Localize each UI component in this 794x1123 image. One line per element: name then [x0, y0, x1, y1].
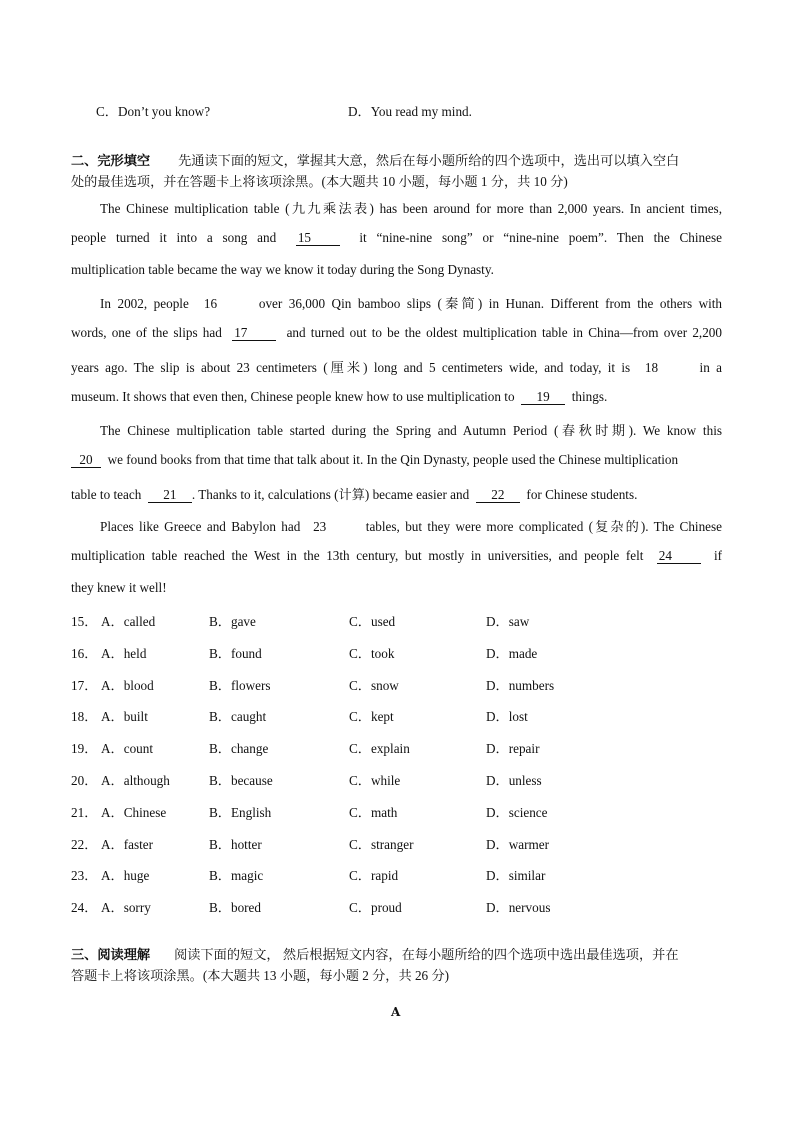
passage-p1-line2: people turned it into a song and 15 it “nine-nine song” or “nine-nine poem”. Then the Chinese [71, 230, 722, 245]
section3-title: 三、阅读理解 [71, 947, 151, 962]
answer-option-b: B．gave [209, 614, 256, 629]
answer-option-d: D．unless [486, 773, 542, 788]
answer-option-c: C．stranger [349, 836, 414, 852]
passage-p4-line2: multiplication table reached the West in the 13th century, but mostly in universities, and people felt 24 if [71, 548, 722, 563]
answer-option-b: B．English [209, 804, 272, 820]
section2-instructions-2: 处的最佳选项，并在答题卡上将该项涂黑。(本大题共 10 小题，每小题 1 分，共 10 分) [71, 174, 568, 189]
answer-option-a: A．faster [101, 836, 153, 852]
section2-instructions-1: 先通读下面的短文，掌握其大意，然后在每小题所给的四个选项中，选出可以填入空白 [178, 153, 680, 168]
question-number: 16． [71, 645, 98, 661]
question-number: 24． [71, 900, 98, 916]
answer-option-b: B．because [209, 773, 273, 788]
answer-option-d: D．saw [486, 614, 530, 629]
blank-20: 20 [71, 453, 101, 468]
answer-option-d: D．nervous [486, 900, 551, 916]
answer-option-c: C．math [349, 804, 398, 820]
passage-p3-line1: The Chinese multiplication table started during the Spring and Autumn Period (春秋时期). We know this [100, 423, 722, 438]
answer-option-b: B．hotter [209, 836, 262, 852]
question-number: 19． [71, 741, 98, 757]
answer-option-c: C．kept [349, 709, 394, 725]
answer-option-a: A．huge [101, 868, 150, 884]
section2-title: 二、完形填空 [71, 153, 151, 168]
answer-option-a: A．sorry [101, 900, 151, 916]
answer-option-d: D．science [486, 804, 548, 820]
blank-17: 17 [232, 326, 276, 341]
section3-instructions-2: 答题卡上将该项涂黑。(本大题共 13 小题，每小题 2 分，共 26 分) [71, 968, 450, 983]
section2-heading [71, 150, 722, 169]
answer-option-d: D．repair [486, 741, 540, 757]
blank-15: 15 [296, 231, 340, 246]
answer-option-a: A．although [101, 773, 170, 788]
answer-option-a: A．blood [101, 677, 154, 693]
passage-p3-line2: 20 we found books from that time that talk about it. In the Qin Dynasty, people used the Chinese multiplication [71, 452, 722, 468]
answer-option-d: D．lost [486, 709, 528, 725]
answer-option-d: D．numbers [486, 677, 555, 693]
answer-option-d: D．similar [486, 868, 546, 884]
option-d: D．You read my mind. [348, 104, 472, 119]
answer-option-a: A．built [101, 709, 148, 725]
answer-option-a: A．called [101, 614, 156, 629]
option-c: C．Don’t you know? [96, 104, 211, 119]
question-number: 21． [71, 804, 98, 820]
passage-p2-line1: In 2002, people 16 over 36,000 Qin bamboo slips (秦简) in Hunan. Different from the others with [100, 296, 722, 311]
question-number: 15． [71, 614, 98, 629]
answer-option-d: D．warmer [486, 836, 549, 852]
answer-option-b: B．flowers [209, 677, 271, 693]
blank-21: 21 [148, 488, 192, 503]
blank-22: 22 [476, 488, 520, 503]
answer-option-b: B．found [209, 645, 262, 661]
passage-p2-line3: years ago. The slip is about 23 centimeters (厘米) long and 5 centimeters wide, and today, it is 18 in a [71, 360, 722, 375]
answer-option-c: C．snow [349, 677, 399, 693]
answer-option-c: C．while [349, 773, 401, 788]
blank-24: 24 [657, 549, 701, 564]
answer-option-c: C．explain [349, 741, 410, 757]
question-number: 18． [71, 709, 98, 725]
answer-option-a: A．count [101, 741, 154, 757]
passage-p2-line2: words, one of the slips had 17 and turned out to be the oldest multiplication table in China—from over 2,200 [71, 325, 722, 340]
answer-option-b: B．caught [209, 709, 267, 725]
passage-p4-line3: they knew it well! [71, 580, 167, 595]
answer-option-b: B．bored [209, 900, 262, 916]
question-number: 17． [71, 677, 98, 693]
passage-p4-line1: Places like Greece and Babylon had 23 tables, but they were more complicated (复杂的). The Chinese [100, 519, 722, 534]
question-number: 22． [71, 836, 98, 852]
blank-19: 19 [521, 390, 565, 405]
passage-label: A [391, 1005, 401, 1019]
section3-heading [71, 944, 722, 963]
passage-p3-line3: table to teach 21 . Thanks to it, calculations (计算) became easier and 22 for Chinese students. [71, 487, 638, 502]
passage-p2-line4: museum. It shows that even then, Chinese people knew how to use multiplication to 19 things. [71, 389, 608, 404]
question-number: 23． [71, 868, 98, 884]
section3-instructions-1: 阅读下面的短文， 然后根据短文内容，在每小题所给的四个选项中选出最佳选项，并在 [174, 947, 679, 962]
answer-option-b: B．magic [209, 868, 264, 884]
blank-16: 16 [202, 297, 246, 311]
answer-option-b: B．change [209, 741, 269, 757]
answer-option-c: C．took [349, 645, 395, 661]
passage-p1-line1: The Chinese multiplication table (九九乘法表) has been around for more than 2,000 years. In ancient times, [100, 201, 722, 216]
answer-option-c: C．rapid [349, 868, 399, 884]
passage-p1-line3: multiplication table became the way we know it today during the Song Dynasty. [71, 262, 494, 277]
blank-18: 18 [643, 361, 687, 375]
answer-option-c: C．used [349, 614, 396, 629]
answer-option-a: A．Chinese [101, 804, 167, 820]
answer-option-a: A．held [101, 645, 147, 661]
question-number: 20． [71, 773, 98, 788]
answer-option-d: D．made [486, 645, 538, 661]
blank-23: 23 [311, 520, 355, 534]
answer-option-c: C．proud [349, 900, 402, 916]
